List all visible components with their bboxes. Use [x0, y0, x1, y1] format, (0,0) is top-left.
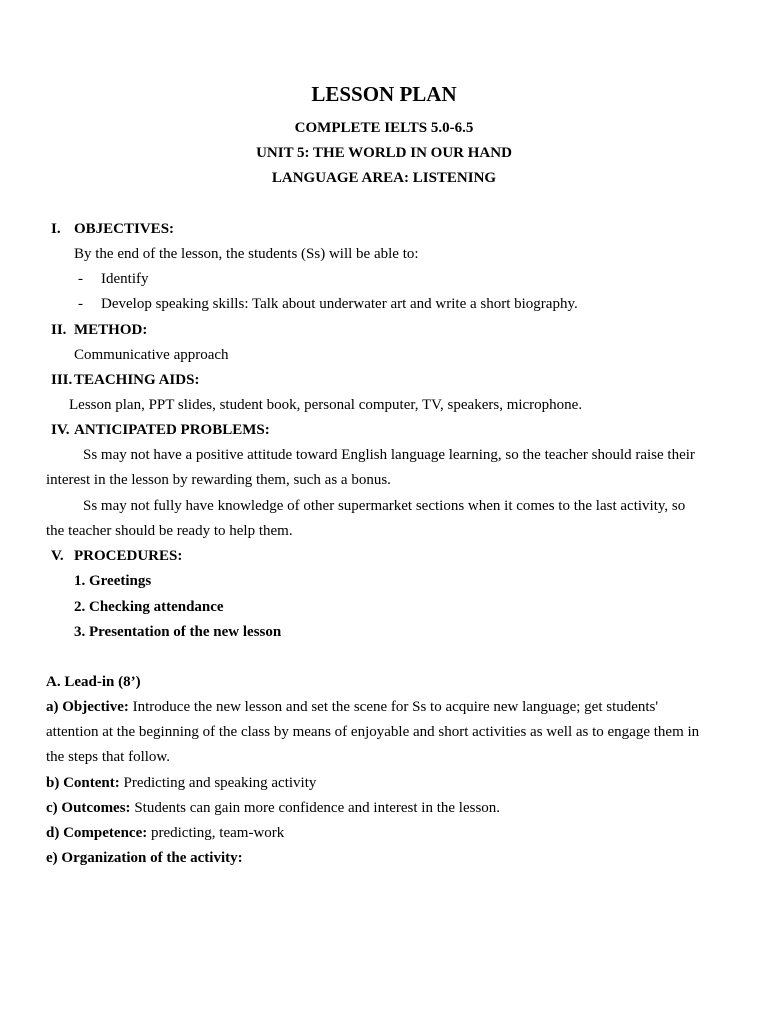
objective-text-line-3: the steps that follow. [46, 749, 171, 765]
procedures-number: V. [51, 548, 64, 564]
problem-1-line-2: interest in the lesson by rewarding them, such as a bonus. [46, 472, 391, 488]
objectives-intro: By the end of the lesson, the students (Ss) will be able to: [74, 246, 419, 262]
page-title: LESSON PLAN [311, 82, 457, 106]
problem-1-line-1: Ss may not have a positive attitude toward English language learning, so the teacher should raise their [83, 447, 695, 463]
objective-item: Identify [101, 271, 149, 287]
content-label: b) Content: [46, 775, 120, 791]
procedure-step: 2. Checking attendance [74, 599, 224, 615]
language-area-title: LANGUAGE AREA: LISTENING [271, 170, 497, 186]
procedure-step: 3. Presentation of the new lesson [74, 624, 282, 640]
objective-row [46, 697, 658, 717]
course-title: COMPLETE IELTS 5.0-6.5 [294, 120, 474, 136]
competence-row [46, 823, 284, 843]
problems-heading: ANTICIPATED PROBLEMS: [74, 422, 270, 438]
objective-text: Introduce the new lesson and set the scene for Ss to acquire new language; get students' [128, 699, 659, 715]
competence-text: predicting, team-work [147, 825, 285, 841]
objectives-heading: OBJECTIVES: [74, 221, 175, 237]
outcomes-label: c) Outcomes: [46, 800, 131, 816]
aids-heading: TEACHING AIDS: [74, 372, 200, 388]
method-number: II. [51, 322, 67, 338]
content-row [46, 773, 316, 793]
outcomes-text: Students can gain more confidence and interest in the lesson. [130, 800, 501, 816]
bullet-dash: - [78, 296, 83, 312]
organization-label: e) Organization of the activity: [46, 850, 243, 866]
method-text: Communicative approach [74, 347, 229, 363]
outcomes-row [46, 798, 500, 818]
problems-number: IV. [51, 422, 70, 438]
objective-label: a) Objective: [46, 699, 129, 715]
unit-title: UNIT 5: THE WORLD IN OUR HAND [256, 145, 512, 161]
competence-label: d) Competence: [46, 825, 148, 841]
aids-number: III. [51, 372, 73, 388]
objectives-number: I. [51, 221, 61, 237]
problem-2-line-1: Ss may not fully have knowledge of other supermarket sections when it comes to the last activity, so [83, 498, 686, 514]
method-heading: METHOD: [74, 322, 148, 338]
problem-2-line-2: the teacher should be ready to help them. [46, 523, 293, 539]
objective-item: Develop speaking skills: Talk about underwater art and write a short biography. [101, 296, 578, 312]
bullet-dash: - [78, 271, 83, 287]
aids-text: Lesson plan, PPT slides, student book, personal computer, TV, speakers, microphone. [69, 397, 583, 413]
objective-text-line-2: attention at the beginning of the class by means of enjoyable and short activities as well as to engage them in [46, 724, 700, 740]
procedures-heading: PROCEDURES: [74, 548, 183, 564]
leadin-heading: A. Lead-in (8’) [46, 674, 141, 690]
content-text: Predicting and speaking activity [119, 775, 317, 791]
procedure-step: 1. Greetings [74, 573, 152, 589]
